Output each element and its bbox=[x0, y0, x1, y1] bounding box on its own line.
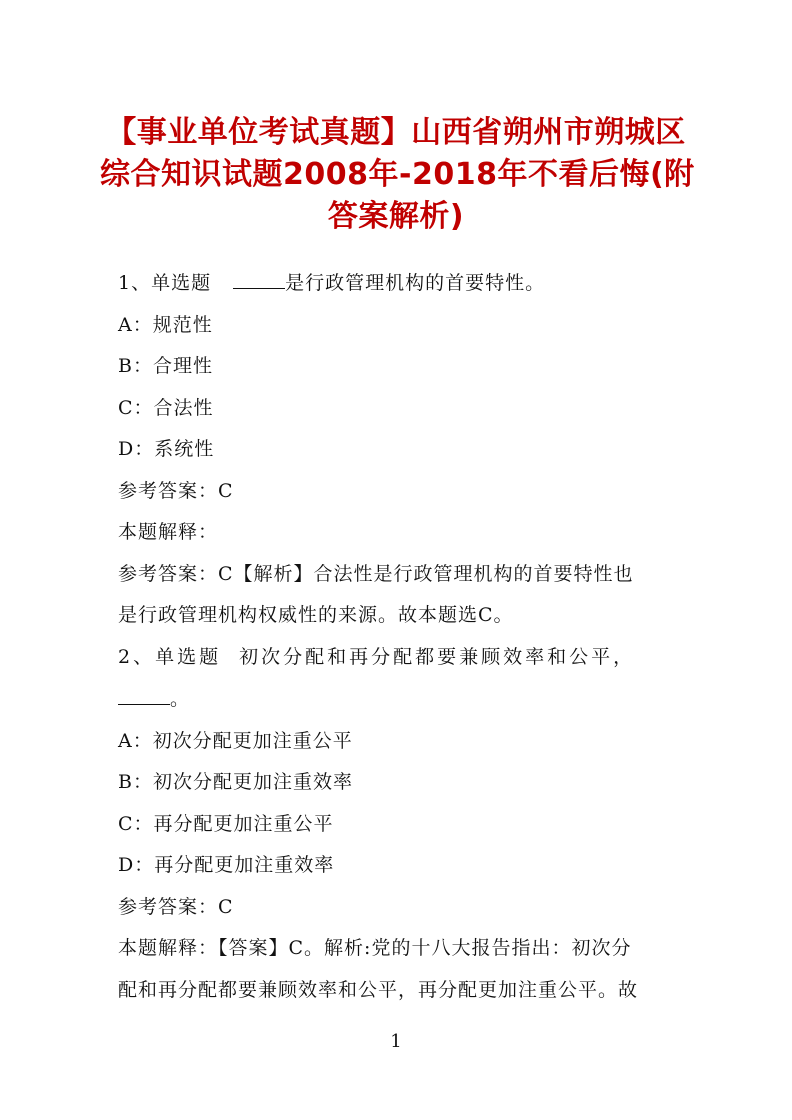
question-1-option-a: A：规范性 bbox=[118, 314, 213, 336]
question-2-head: 2、单选题 bbox=[118, 646, 222, 668]
question-1-explain-line-2: 是行政管理机构权威性的来源。故本题选C。 bbox=[118, 604, 514, 626]
question-2-option-d: D：再分配更加注重效率 bbox=[118, 854, 335, 876]
question-2-blank bbox=[118, 686, 170, 705]
question-2-stem bbox=[118, 644, 635, 670]
document-title bbox=[100, 112, 695, 238]
question-2-stem-end: 。 bbox=[170, 688, 191, 710]
question-2-text: 初次分配和再分配都要兼顾效率和公平， bbox=[239, 646, 636, 668]
question-2-option-a: A：初次分配更加注重公平 bbox=[118, 730, 353, 752]
question-1-head: 1、单选题 bbox=[118, 272, 212, 294]
question-2-stem-continued bbox=[118, 686, 190, 712]
title-line-2: 综合知识试题2008年-2018年不看后悔(附 bbox=[100, 157, 695, 192]
question-2-option-c: C：再分配更加注重公平 bbox=[118, 813, 334, 835]
title-line-1: 【事业单位考试真题】山西省朔州市朔城区 bbox=[106, 115, 686, 150]
question-2-answer: 参考答案：C bbox=[118, 896, 234, 918]
question-1-explain-label: 本题解释： bbox=[118, 521, 219, 543]
question-1-blank bbox=[233, 270, 285, 289]
title-line-3: 答案解析) bbox=[327, 199, 465, 234]
question-2-option-b: B：初次分配更加注重效率 bbox=[118, 771, 353, 793]
question-1-text: 是行政管理机构的首要特性。 bbox=[285, 272, 546, 294]
question-2-explain-line-2: 配和再分配都要兼顾效率和公平，再分配更加注重公平。故 bbox=[118, 979, 639, 1001]
page-number: 1 bbox=[390, 1031, 402, 1052]
question-1-stem bbox=[118, 270, 545, 296]
question-1-option-d: D：系统性 bbox=[118, 438, 215, 460]
question-1-answer: 参考答案：C bbox=[118, 480, 234, 502]
question-1-explain-line-1: 参考答案：C【解析】合法性是行政管理机构的首要特性也 bbox=[118, 563, 634, 585]
question-1-option-b: B：合理性 bbox=[118, 355, 213, 377]
question-2-explain-line-1: 本题解释：【答案】C。解析:党的十八大报告指出：初次分 bbox=[118, 937, 632, 959]
question-1-option-c: C：合法性 bbox=[118, 397, 214, 419]
